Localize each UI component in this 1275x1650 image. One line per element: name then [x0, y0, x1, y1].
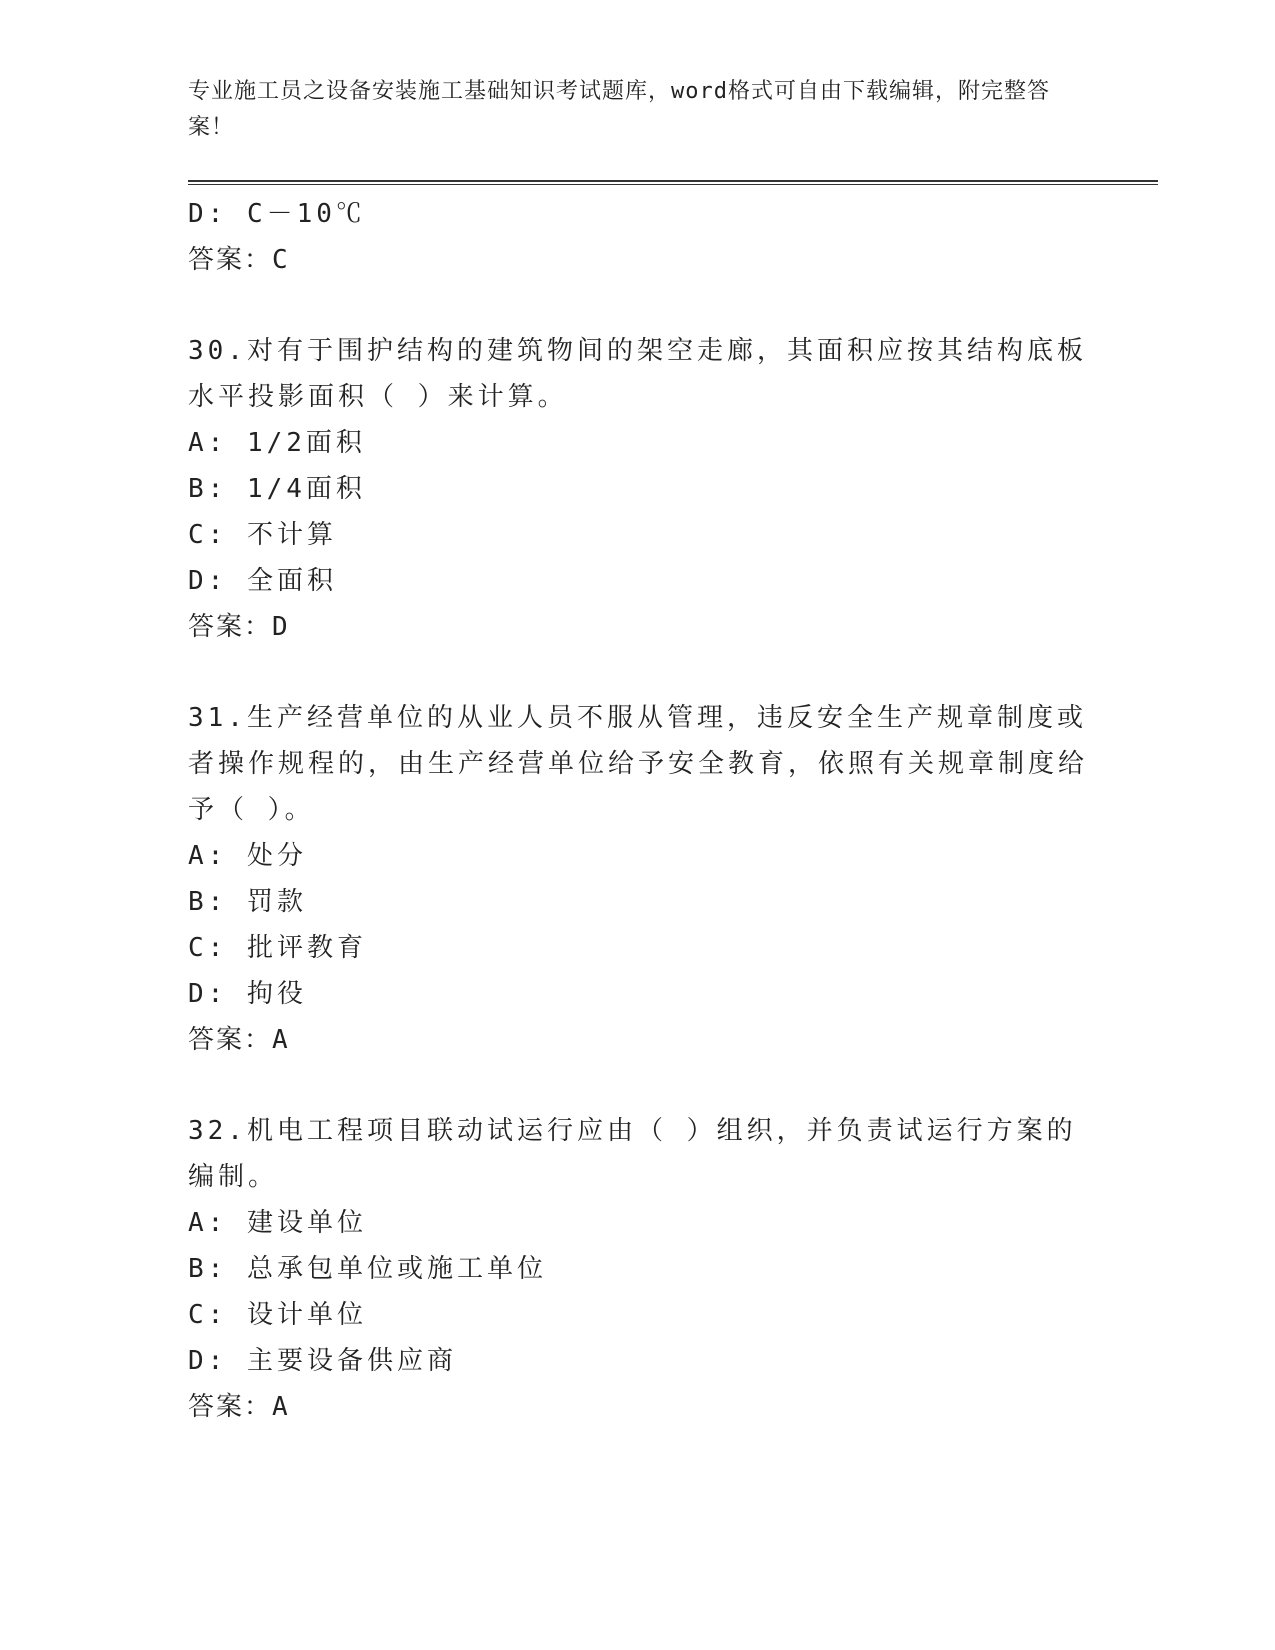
- question-stem: 32.机电工程项目联动试运行应由（ ）组织，并负责试运行方案的编制。: [188, 1116, 1077, 1192]
- option-c: C: 批评教育: [188, 933, 367, 963]
- option-d: D: 拘役: [188, 979, 307, 1009]
- option-a: A: 处分: [188, 841, 307, 871]
- document-header: 专业施工员之设备安装施工基础知识考试题库，word格式可自由下载编辑，附完整答案！: [188, 79, 1050, 140]
- question-31: [188, 695, 1088, 1063]
- question-stem: 31.生产经营单位的从业人员不服从管理，违反安全生产规章制度或者操作规程的，由生产经营单位给予安全教育，依照有关规章制度给予（ ）。: [188, 703, 1089, 825]
- question-stem: 30.对有于围护结构的建筑物间的架空走廊，其面积应按其结构底板水平投影面积（ ）来计算。: [188, 336, 1087, 412]
- option-b: B: 罚款: [188, 887, 307, 917]
- header-rule-thin: [188, 184, 1158, 185]
- answer: 答案：A: [188, 1392, 290, 1422]
- header-rule-thick: [188, 180, 1158, 182]
- option-b: B: 1/4面积: [188, 474, 366, 504]
- option-a: A: 建设单位: [188, 1208, 367, 1238]
- question-32: [188, 1108, 1088, 1430]
- option-c: C: 设计单位: [188, 1300, 367, 1330]
- option-a: A: 1/2面积: [188, 428, 366, 458]
- question-list: [188, 191, 1088, 1430]
- option-d: D: 全面积: [188, 566, 337, 596]
- prev-option-d: D: C－10℃: [188, 199, 366, 229]
- option-c: C: 不计算: [188, 520, 337, 550]
- answer: 答案：A: [188, 1025, 290, 1055]
- answer: 答案：D: [188, 612, 290, 642]
- question-30: [188, 328, 1088, 650]
- option-d: D: 主要设备供应商: [188, 1346, 457, 1376]
- option-b: B: 总承包单位或施工单位: [188, 1254, 547, 1284]
- prev-answer: 答案：C: [188, 245, 290, 275]
